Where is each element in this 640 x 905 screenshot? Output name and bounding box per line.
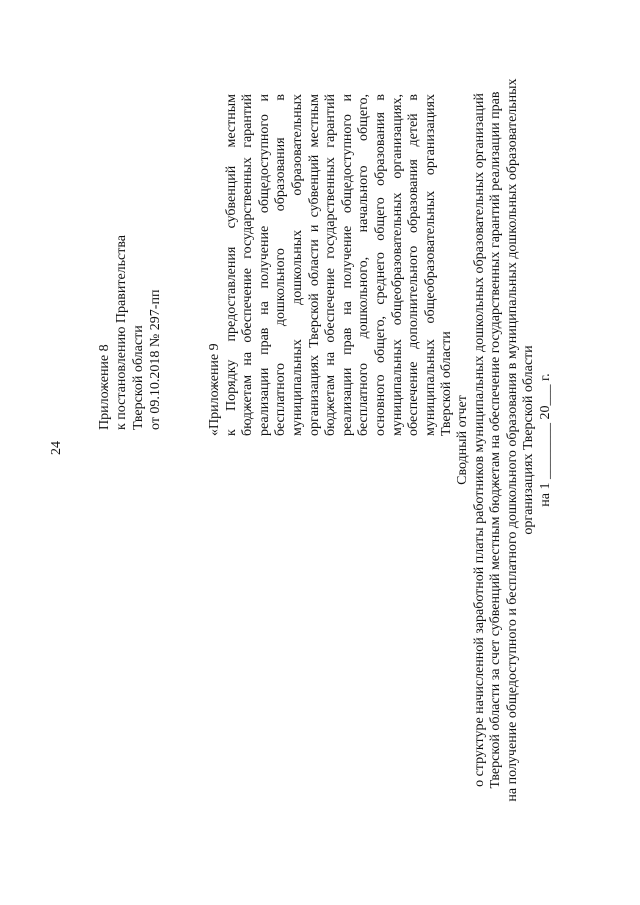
rotated-document-sheet [50,20,570,860]
annex-8-decree-line: к постановлению Правительства [114,234,129,430]
report-date-line: на 1 ________ 20___ г. [537,373,553,507]
report-title: Сводный отчет [455,395,470,485]
report-subtitle-line-1: о структуре начисленной заработной платы работников муниципальных дошкольных образовательных организаций [471,93,487,787]
annex-9-text: к Порядку предоставления субвенций местным бюджетам на обеспечение государственных гарантий реализации прав на получение общедоступного и бесплатного дошкольного образования в муниципальных дошкольных образовательных организациях Тверской области и субвенций местным бюджетам на обеспечение государственных гарантий реализации прав на получение общедоступного и бесплатного дошкольного, начального общего, основного общего, среднего общего образования в муниципальных общеобразовательных организациях, обеспечение дополнительного образования детей в муниципальных общеобразовательных организациях Тверской области [223,94,455,436]
report-subtitle-line-4: организациях Тверской области [521,345,536,535]
annex-8-block [96,130,164,430]
annex-8-region-line: Тверской области [131,325,146,430]
annex-9-title: «Приложение 9 [207,343,222,436]
page-number: 24 [49,441,64,455]
annex-9-block [207,94,456,436]
annex-8-date-line: от 09.10.2018 № 297-пп [148,289,163,430]
report-subtitle-line-3: на получение общедоступного и бесплатного дошкольного образования в муниципальных дошкольных образовательных [504,78,520,802]
report-subtitle-line-2: Тверской области за счет субвенций местным бюджетам на обеспечение государственных гарантий реализации прав [488,91,503,789]
annex-8-title: Приложение 8 [97,344,112,430]
report-block [455,60,554,820]
